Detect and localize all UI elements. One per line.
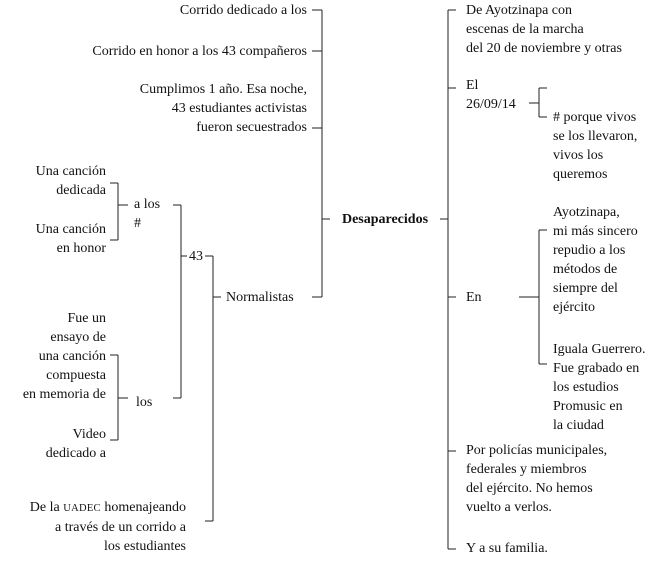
node-line: compuesta: [46, 368, 106, 383]
node-line: los estudios: [553, 380, 619, 395]
uadec-acronym: UADEC: [63, 503, 101, 514]
node-line: ejército: [553, 300, 595, 315]
node-line: Por policías municipales,: [466, 443, 608, 458]
node-line: dedicada: [56, 183, 106, 198]
node-line: Normalistas: [226, 290, 294, 305]
root-label: Desaparecidos: [341, 212, 429, 227]
node-normalistas: [226, 288, 294, 307]
node-corrido-dedicado: [180, 1, 307, 20]
node-line: vivos los: [553, 148, 604, 163]
node-line: en memoria de: [22, 387, 106, 402]
node-line: 43 estudiantes activistas: [171, 101, 307, 116]
node-43: [189, 247, 203, 266]
uadec-pre: De la: [29, 500, 64, 515]
node-line: los estudiantes: [103, 539, 186, 554]
node-line: la ciudad: [553, 418, 604, 433]
node-line: fueron secuestrados: [196, 120, 307, 135]
uadec-post: homenajeando: [100, 500, 186, 515]
node-line: escenas de la marcha: [466, 22, 584, 37]
node-cumplimos: [140, 80, 307, 137]
node-line: federales y miembros: [466, 462, 587, 477]
node-video: [46, 425, 106, 463]
node-line: Iguala Guerrero.: [553, 342, 646, 357]
node-corrido-honor: [92, 42, 307, 61]
node-line: dedicado a: [45, 446, 106, 461]
node-line: mi más sincero: [553, 224, 638, 239]
node-line: Promusic en: [553, 399, 623, 414]
node-cancion-dedicada: [36, 162, 106, 200]
node-line: en honor: [56, 241, 106, 256]
node-ensayo: [23, 309, 106, 404]
node-en: [466, 288, 482, 307]
node-line: Video: [72, 427, 106, 442]
node-line: #: [134, 216, 141, 231]
node-porque-vivos: [553, 108, 637, 184]
node-line: a los: [134, 197, 161, 212]
node-el-fecha: [466, 76, 516, 114]
node-line: Corrido dedicado a los: [179, 3, 307, 18]
node-line: 26/09/14: [466, 97, 516, 112]
node-line: una canción: [38, 349, 106, 364]
node-line: siempre del: [553, 281, 618, 296]
node-uadec: [30, 498, 186, 556]
node-line: Corrido en honor a los 43 compañeros: [92, 44, 307, 59]
node-line: [30, 498, 186, 518]
node-line: Cumplimos 1 año. Esa noche,: [139, 82, 307, 97]
node-ayotzinapa-marcha: [466, 1, 622, 58]
node-line: Fue un: [67, 311, 106, 326]
node-line: En: [466, 290, 482, 305]
node-line: Y a su familia.: [466, 541, 548, 556]
node-line: Fue grabado en: [553, 361, 640, 376]
node-line: Ayotzinapa,: [553, 205, 620, 220]
node-a-los-hash: [134, 195, 160, 233]
node-familia: [466, 539, 548, 558]
node-line: El: [466, 78, 479, 93]
node-line: del ejército. No hemos: [466, 481, 593, 496]
node-line: Una canción: [35, 164, 106, 179]
node-iguala: [553, 340, 646, 435]
node-line: vuelto a verlos.: [466, 500, 552, 515]
node-line: los: [136, 395, 153, 410]
node-line: del 20 de noviembre y otras: [466, 41, 622, 56]
node-policias: [466, 441, 607, 517]
node-line: métodos de: [553, 262, 618, 277]
node-line: # porque vivos: [553, 110, 637, 125]
node-line: 43: [189, 249, 203, 264]
node-line: queremos: [553, 167, 608, 182]
node-los: [136, 393, 152, 412]
node-line: ensayo de: [50, 330, 106, 345]
node-cancion-honor: [36, 220, 106, 258]
node-line: De Ayotzinapa con: [466, 3, 573, 18]
root-node-desaparecidos: [330, 210, 440, 229]
node-line: se los llevaron,: [553, 129, 638, 144]
node-line: Una canción: [35, 222, 106, 237]
node-repudio: [553, 203, 638, 317]
node-line: repudio a los: [553, 243, 626, 258]
node-line: a través de un corrido a: [55, 520, 186, 535]
